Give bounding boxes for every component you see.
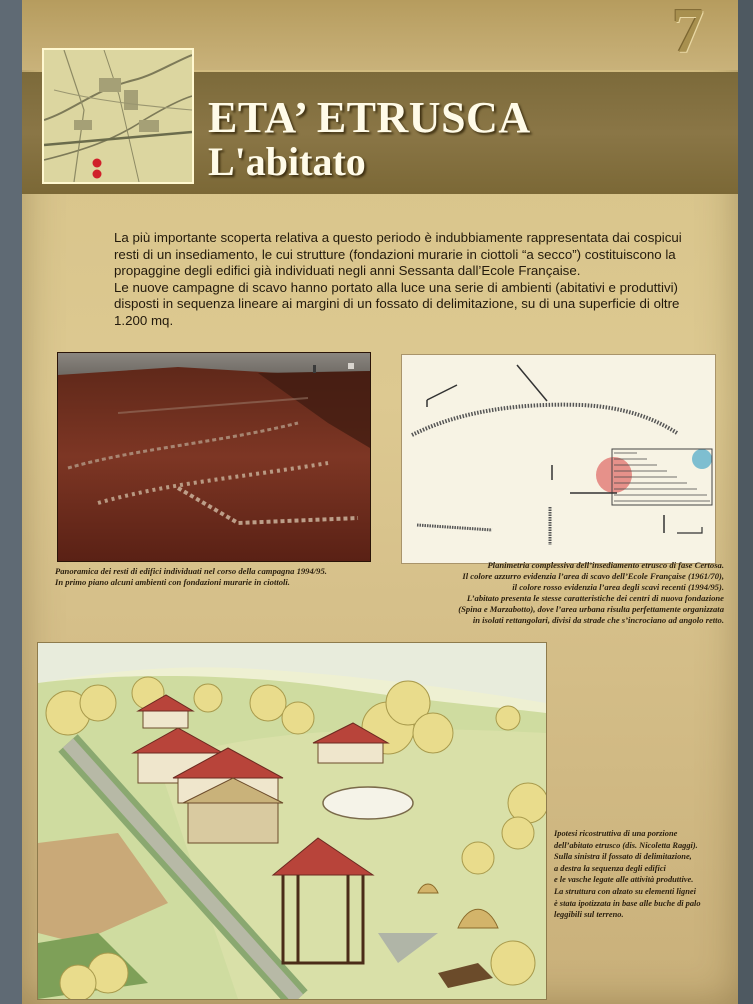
panel-number: 7 [672, 0, 704, 66]
illustration-caption [554, 828, 734, 921]
caption-line: Panoramica dei resti di edifici individuati nel corso della campagna 1994/95. [55, 566, 327, 576]
excavation-photo-graphic [58, 353, 370, 561]
photo-caption [55, 566, 385, 588]
page-subtitle: L'abitato [208, 139, 366, 184]
caption-line: In primo piano alcuni ambienti con fondazioni murarie in ciottoli. [55, 577, 290, 587]
wall-background [738, 0, 753, 1004]
location-marker-icon [93, 159, 102, 168]
caption-line: è stata ipotizzata in base alle buche di palo [554, 898, 701, 908]
caption-line: (Spina e Marzabotto), dove l’area urbana risulta perfettamente organizzata [458, 604, 724, 614]
plan-caption [404, 560, 724, 626]
caption-line: L’abitato presenta le stesse caratteristiche dei centri di nuova fondazione [466, 593, 724, 603]
reconstruction-illustration-graphic [38, 643, 546, 999]
site-plan [401, 354, 716, 564]
excavation-photo [57, 352, 371, 562]
page-title: ETA’ ETRUSCA [208, 93, 531, 142]
caption-line: a destra la sequenza degli edifici [554, 863, 666, 873]
caption-line: il colore rosso evidenzia l’area degli scavi recenti (1994/95). [512, 582, 724, 592]
caption-line: Ipotesi ricostruttiva di una porzione [554, 829, 678, 838]
intro-paragraph: Le nuove campagne di scavo hanno portato alla luce una serie di ambienti (abitativi e produttivi) disposti in sequenza lineare ai margini di un fossato di delimitazione, su di una superficie di oltre 1.200 mq. [114, 279, 680, 328]
caption-line: Planimetria complessiva dell’insediamento etrusco di fase Certosa. [487, 560, 724, 570]
reconstruction-illustration [37, 642, 547, 1000]
intro-paragraph: La più importante scoperta relativa a questo periodo è indubbiamente rappresentata dai cospicui resti di un insediamento, le cui strutture (fondazioni murarie in ciottoli “a secco”) costituiscono la propaggine degli edifici già individuati negli anni Sessanta dall’Ecole Française. [114, 230, 682, 279]
location-map-graphic [44, 50, 192, 182]
caption-line: Il colore azzurro evidenzia l’area di scavo dell’Ecole Française (1961/70), [462, 571, 724, 581]
caption-line: e le vasche legate alle attività produttive. [554, 875, 694, 885]
location-marker-icon [93, 170, 102, 179]
caption-line: La struttura con alzato su elementi lignei [554, 886, 696, 896]
site-plan-graphic [402, 355, 715, 563]
intro-text [114, 230, 704, 330]
caption-line: dell’abitato etrusco (dis. Nicoletta Raggi). [554, 840, 698, 850]
caption-line: in isolati rettangolari, divisi da strade che s’incrociano ad angolo retto. [472, 615, 724, 625]
caption-line: leggibili sul terreno. [554, 910, 624, 920]
caption-line: Sulla sinistra il fossato di delimitazione, [554, 852, 692, 862]
location-map-thumbnail [42, 48, 194, 184]
